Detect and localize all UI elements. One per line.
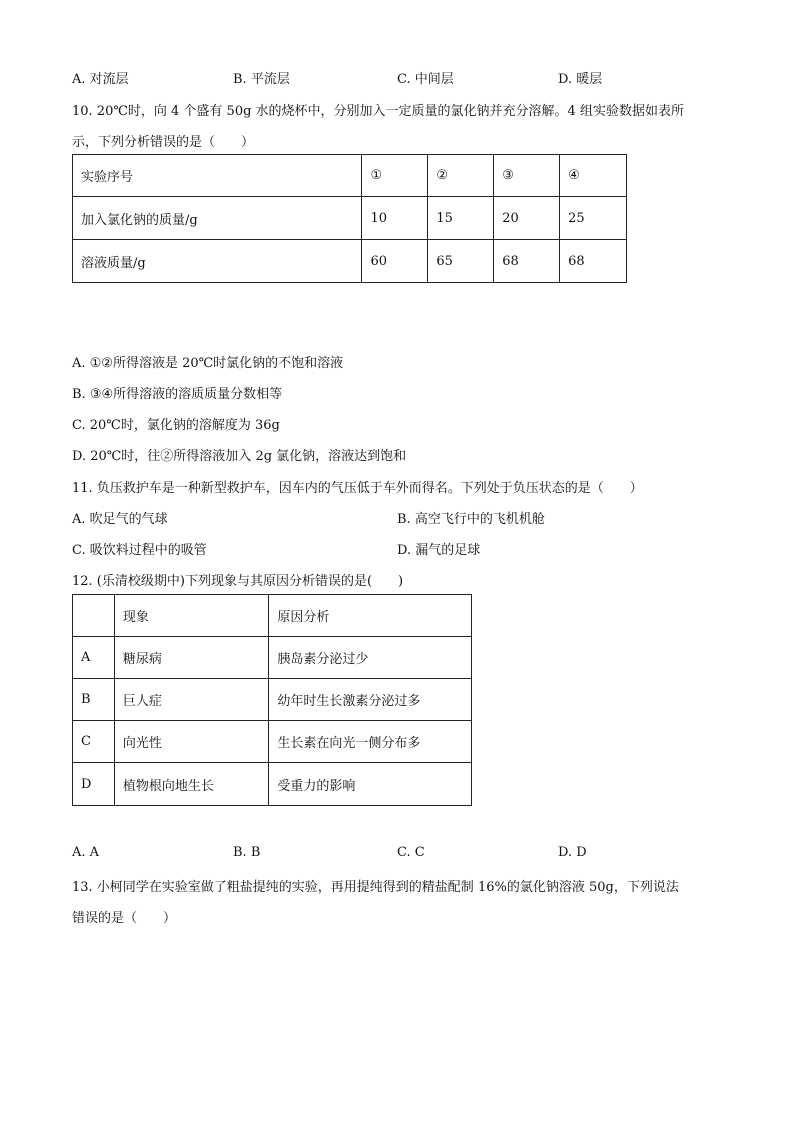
table-cell: ② (428, 155, 494, 197)
table-row (73, 240, 627, 283)
table-row (73, 637, 472, 679)
q11-option-d: D. 漏气的足球 (397, 543, 481, 558)
table-cell: 实验序号 (73, 155, 362, 197)
table-row (73, 155, 627, 197)
q9-option-a: A. 对流层 (72, 72, 129, 87)
q10-option-d: D. 20℃时，往②所得溶液加入 2g 氯化钠，溶液达到饱和 (72, 449, 407, 464)
table-cell: 20 (494, 197, 560, 240)
q9-option-c: C. 中间层 (397, 72, 454, 87)
table-cell: 植物根向地生长 (114, 763, 269, 806)
table-row (73, 763, 472, 806)
q12-option-b: B. B (233, 845, 261, 860)
q13-stem-line1: 13. 小柯同学在实验室做了粗盐提纯的实验，再用提纯得到的精盐配制 16%的氯化钠溶液 50g，下列说法 (72, 880, 679, 895)
q9-option-d: D. 暖层 (558, 72, 603, 87)
table-cell: 受重力的影响 (269, 763, 472, 806)
table-cell: 原因分析 (269, 595, 472, 637)
q10-option-b: B. ③④所得溶液的溶质质量分数相等 (72, 387, 283, 402)
q10-stem-line2: 示，下列分析错误的是（ ） (72, 135, 255, 150)
table-cell: 向光性 (114, 721, 269, 763)
table-cell: 25 (560, 197, 627, 240)
table-row (73, 595, 472, 637)
q12-option-c: C. C (397, 845, 425, 860)
table-cell (73, 595, 115, 637)
q10-data-table (72, 154, 627, 283)
q10-stem-line1: 10. 20℃时，向 4 个盛有 50g 水的烧杯中，分别加入一定质量的氯化钠并充分溶解。4 组实验数据如表所 (72, 104, 684, 119)
table-cell: 68 (494, 240, 560, 283)
q10-option-c: C. 20℃时，氯化钠的溶解度为 36g (72, 418, 280, 433)
table-cell: ① (362, 155, 428, 197)
table-cell: 15 (428, 197, 494, 240)
q9-option-b: B. 平流层 (233, 72, 290, 87)
table-cell: 加入氯化钠的质量/g (73, 197, 362, 240)
table-cell: 68 (560, 240, 627, 283)
table-row (73, 721, 472, 763)
q11-option-b: B. 高空飞行中的飞机机舱 (397, 512, 545, 527)
table-cell: 巨人症 (114, 679, 269, 721)
q12-option-d: D. D (558, 845, 587, 860)
q12-option-a: A. A (72, 845, 100, 860)
table-cell: 65 (428, 240, 494, 283)
table-row (73, 679, 472, 721)
table-cell: 溶液质量/g (73, 240, 362, 283)
table-cell: A (73, 637, 115, 679)
table-cell: ④ (560, 155, 627, 197)
q12-analysis-table (72, 594, 472, 806)
table-cell: 60 (362, 240, 428, 283)
table-cell: C (73, 721, 115, 763)
table-cell: 现象 (114, 595, 269, 637)
table-cell: D (73, 763, 115, 806)
table-cell: B (73, 679, 115, 721)
table-row (73, 197, 627, 240)
q11-option-a: A. 吹足气的气球 (72, 512, 168, 527)
q11-option-c: C. 吸饮料过程中的吸管 (72, 543, 207, 558)
table-cell: 10 (362, 197, 428, 240)
table-cell: 幼年时生长激素分泌过多 (269, 679, 472, 721)
table-cell: 糖尿病 (114, 637, 269, 679)
q10-option-a: A. ①②所得溶液是 20℃时氯化钠的不饱和溶液 (72, 356, 344, 371)
q11-stem: 11. 负压救护车是一种新型救护车，因车内的气压低于车外而得名。下列处于负压状态的是（ ） (72, 481, 643, 496)
table-cell: 胰岛素分泌过少 (269, 637, 472, 679)
table-cell: 生长素在向光一侧分布多 (269, 721, 472, 763)
q12-stem: 12. (乐清校级期中)下列现象与其原因分析错误的是( ) (72, 574, 404, 589)
q13-stem-line2: 错误的是（ ） (72, 911, 177, 926)
table-cell: ③ (494, 155, 560, 197)
